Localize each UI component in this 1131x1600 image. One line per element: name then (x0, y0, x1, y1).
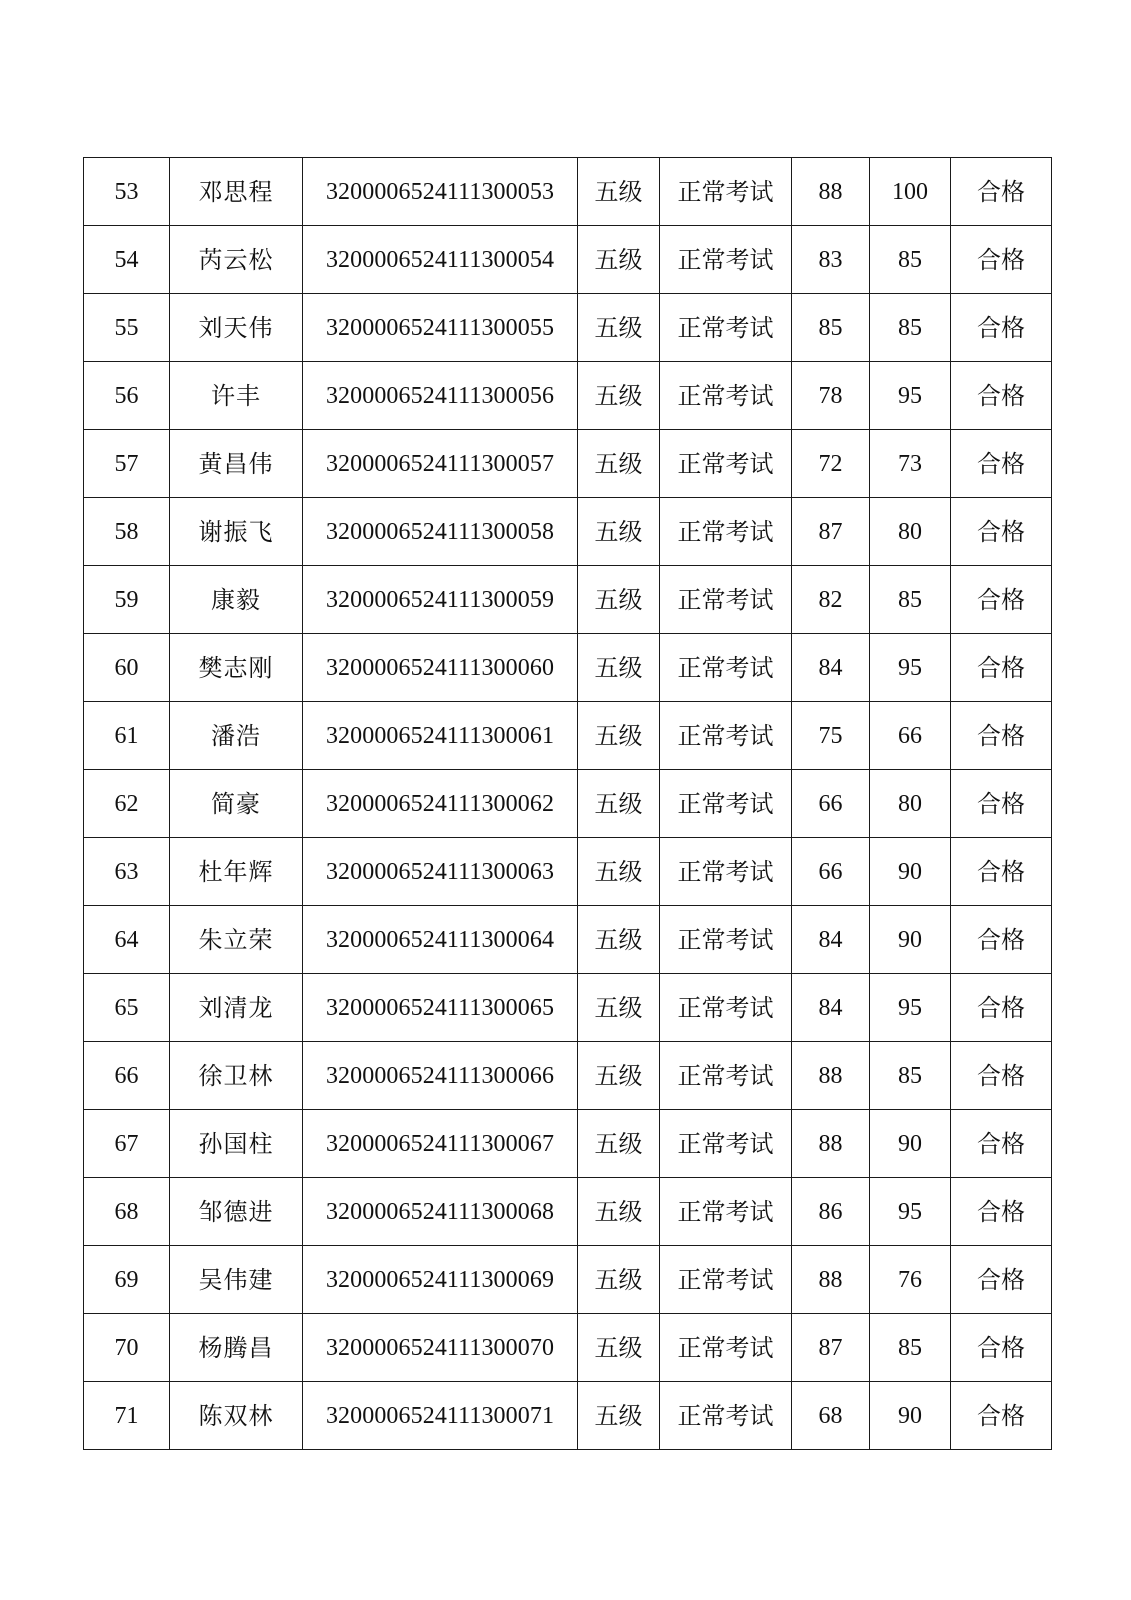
exam-type-cell: 正常考试 (660, 1042, 792, 1110)
exam-type-cell: 正常考试 (660, 702, 792, 770)
candidate-name-cell: 徐卫林 (170, 1042, 303, 1110)
theory-score-cell: 84 (792, 906, 870, 974)
row-number-cell: 53 (84, 158, 170, 226)
skill-level-cell: 五级 (578, 702, 660, 770)
row-number-cell: 61 (84, 702, 170, 770)
table-row (84, 1314, 1052, 1382)
row-number-cell: 59 (84, 566, 170, 634)
certificate-number-cell: 3200006524111300064 (303, 906, 578, 974)
result-status-cell: 合格 (951, 770, 1052, 838)
certificate-number-cell: 3200006524111300060 (303, 634, 578, 702)
exam-type-cell: 正常考试 (660, 226, 792, 294)
table-row (84, 362, 1052, 430)
result-status-cell: 合格 (951, 1314, 1052, 1382)
result-status-cell: 合格 (951, 498, 1052, 566)
practical-score-cell: 66 (870, 702, 951, 770)
table-row (84, 974, 1052, 1042)
result-status-cell: 合格 (951, 906, 1052, 974)
certificate-number-cell: 3200006524111300056 (303, 362, 578, 430)
practical-score-cell: 90 (870, 906, 951, 974)
practical-score-cell: 85 (870, 226, 951, 294)
exam-type-cell: 正常考试 (660, 1110, 792, 1178)
row-number-cell: 55 (84, 294, 170, 362)
certificate-number-cell: 3200006524111300058 (303, 498, 578, 566)
practical-score-cell: 95 (870, 1178, 951, 1246)
exam-type-cell: 正常考试 (660, 566, 792, 634)
table-row (84, 1178, 1052, 1246)
practical-score-cell: 85 (870, 294, 951, 362)
result-status-cell: 合格 (951, 566, 1052, 634)
theory-score-cell: 83 (792, 226, 870, 294)
skill-level-cell: 五级 (578, 1382, 660, 1450)
table-row (84, 634, 1052, 702)
practical-score-cell: 85 (870, 1042, 951, 1110)
skill-level-cell: 五级 (578, 974, 660, 1042)
row-number-cell: 57 (84, 430, 170, 498)
practical-score-cell: 100 (870, 158, 951, 226)
skill-level-cell: 五级 (578, 634, 660, 702)
table-row (84, 1382, 1052, 1450)
certificate-number-cell: 3200006524111300071 (303, 1382, 578, 1450)
theory-score-cell: 84 (792, 974, 870, 1042)
certificate-number-cell: 3200006524111300068 (303, 1178, 578, 1246)
practical-score-cell: 76 (870, 1246, 951, 1314)
result-status-cell: 合格 (951, 430, 1052, 498)
table-row (84, 430, 1052, 498)
row-number-cell: 56 (84, 362, 170, 430)
row-number-cell: 62 (84, 770, 170, 838)
result-status-cell: 合格 (951, 1246, 1052, 1314)
theory-score-cell: 86 (792, 1178, 870, 1246)
practical-score-cell: 95 (870, 362, 951, 430)
exam-type-cell: 正常考试 (660, 974, 792, 1042)
certificate-number-cell: 3200006524111300070 (303, 1314, 578, 1382)
result-status-cell: 合格 (951, 1110, 1052, 1178)
result-status-cell: 合格 (951, 1382, 1052, 1450)
row-number-cell: 69 (84, 1246, 170, 1314)
certificate-number-cell: 3200006524111300066 (303, 1042, 578, 1110)
certificate-number-cell: 3200006524111300059 (303, 566, 578, 634)
practical-score-cell: 85 (870, 566, 951, 634)
skill-level-cell: 五级 (578, 362, 660, 430)
skill-level-cell: 五级 (578, 430, 660, 498)
row-number-cell: 66 (84, 1042, 170, 1110)
practical-score-cell: 80 (870, 770, 951, 838)
candidate-name-cell: 樊志刚 (170, 634, 303, 702)
certificate-number-cell: 3200006524111300062 (303, 770, 578, 838)
table-row (84, 498, 1052, 566)
table-row (84, 226, 1052, 294)
theory-score-cell: 85 (792, 294, 870, 362)
exam-type-cell: 正常考试 (660, 1178, 792, 1246)
row-number-cell: 58 (84, 498, 170, 566)
skill-level-cell: 五级 (578, 770, 660, 838)
skill-level-cell: 五级 (578, 294, 660, 362)
candidate-name-cell: 芮云松 (170, 226, 303, 294)
theory-score-cell: 88 (792, 1042, 870, 1110)
result-status-cell: 合格 (951, 838, 1052, 906)
row-number-cell: 60 (84, 634, 170, 702)
table-row (84, 1042, 1052, 1110)
table-row (84, 838, 1052, 906)
skill-level-cell: 五级 (578, 1110, 660, 1178)
theory-score-cell: 75 (792, 702, 870, 770)
row-number-cell: 70 (84, 1314, 170, 1382)
exam-type-cell: 正常考试 (660, 1314, 792, 1382)
certificate-number-cell: 3200006524111300054 (303, 226, 578, 294)
result-status-cell: 合格 (951, 1178, 1052, 1246)
practical-score-cell: 85 (870, 1314, 951, 1382)
table-row (84, 566, 1052, 634)
skill-level-cell: 五级 (578, 1042, 660, 1110)
practical-score-cell: 95 (870, 634, 951, 702)
table-row (84, 770, 1052, 838)
skill-level-cell: 五级 (578, 1178, 660, 1246)
practical-score-cell: 90 (870, 838, 951, 906)
candidate-name-cell: 朱立荣 (170, 906, 303, 974)
result-status-cell: 合格 (951, 974, 1052, 1042)
certificate-number-cell: 3200006524111300057 (303, 430, 578, 498)
skill-level-cell: 五级 (578, 1314, 660, 1382)
candidate-name-cell: 吴伟建 (170, 1246, 303, 1314)
exam-type-cell: 正常考试 (660, 1382, 792, 1450)
table-row (84, 1246, 1052, 1314)
result-status-cell: 合格 (951, 294, 1052, 362)
theory-score-cell: 66 (792, 838, 870, 906)
practical-score-cell: 73 (870, 430, 951, 498)
table-row (84, 294, 1052, 362)
row-number-cell: 71 (84, 1382, 170, 1450)
exam-type-cell: 正常考试 (660, 1246, 792, 1314)
table-row (84, 1110, 1052, 1178)
theory-score-cell: 87 (792, 498, 870, 566)
results-table (83, 157, 1052, 1450)
result-status-cell: 合格 (951, 362, 1052, 430)
skill-level-cell: 五级 (578, 838, 660, 906)
theory-score-cell: 87 (792, 1314, 870, 1382)
exam-type-cell: 正常考试 (660, 838, 792, 906)
practical-score-cell: 80 (870, 498, 951, 566)
candidate-name-cell: 黄昌伟 (170, 430, 303, 498)
skill-level-cell: 五级 (578, 906, 660, 974)
practical-score-cell: 90 (870, 1110, 951, 1178)
certificate-number-cell: 3200006524111300063 (303, 838, 578, 906)
certificate-number-cell: 3200006524111300055 (303, 294, 578, 362)
result-status-cell: 合格 (951, 634, 1052, 702)
result-status-cell: 合格 (951, 1042, 1052, 1110)
skill-level-cell: 五级 (578, 498, 660, 566)
candidate-name-cell: 许丰 (170, 362, 303, 430)
certificate-number-cell: 3200006524111300069 (303, 1246, 578, 1314)
theory-score-cell: 82 (792, 566, 870, 634)
theory-score-cell: 68 (792, 1382, 870, 1450)
theory-score-cell: 66 (792, 770, 870, 838)
candidate-name-cell: 杨腾昌 (170, 1314, 303, 1382)
exam-type-cell: 正常考试 (660, 362, 792, 430)
exam-type-cell: 正常考试 (660, 634, 792, 702)
row-number-cell: 68 (84, 1178, 170, 1246)
candidate-name-cell: 陈双林 (170, 1382, 303, 1450)
table-row (84, 158, 1052, 226)
candidate-name-cell: 康毅 (170, 566, 303, 634)
candidate-name-cell: 孙国柱 (170, 1110, 303, 1178)
row-number-cell: 64 (84, 906, 170, 974)
row-number-cell: 63 (84, 838, 170, 906)
skill-level-cell: 五级 (578, 1246, 660, 1314)
theory-score-cell: 88 (792, 1246, 870, 1314)
candidate-name-cell: 潘浩 (170, 702, 303, 770)
table-row (84, 906, 1052, 974)
table-body (84, 158, 1052, 1450)
theory-score-cell: 88 (792, 1110, 870, 1178)
exam-type-cell: 正常考试 (660, 294, 792, 362)
certificate-number-cell: 3200006524111300053 (303, 158, 578, 226)
theory-score-cell: 72 (792, 430, 870, 498)
practical-score-cell: 95 (870, 974, 951, 1042)
result-status-cell: 合格 (951, 158, 1052, 226)
table-row (84, 702, 1052, 770)
result-status-cell: 合格 (951, 702, 1052, 770)
exam-type-cell: 正常考试 (660, 498, 792, 566)
theory-score-cell: 84 (792, 634, 870, 702)
candidate-name-cell: 邓思程 (170, 158, 303, 226)
row-number-cell: 65 (84, 974, 170, 1042)
candidate-name-cell: 杜年辉 (170, 838, 303, 906)
candidate-name-cell: 简豪 (170, 770, 303, 838)
exam-type-cell: 正常考试 (660, 906, 792, 974)
theory-score-cell: 78 (792, 362, 870, 430)
candidate-name-cell: 刘天伟 (170, 294, 303, 362)
skill-level-cell: 五级 (578, 158, 660, 226)
certificate-number-cell: 3200006524111300067 (303, 1110, 578, 1178)
row-number-cell: 54 (84, 226, 170, 294)
candidate-name-cell: 邹德进 (170, 1178, 303, 1246)
skill-level-cell: 五级 (578, 226, 660, 294)
certificate-number-cell: 3200006524111300061 (303, 702, 578, 770)
row-number-cell: 67 (84, 1110, 170, 1178)
practical-score-cell: 90 (870, 1382, 951, 1450)
theory-score-cell: 88 (792, 158, 870, 226)
candidate-name-cell: 谢振飞 (170, 498, 303, 566)
exam-type-cell: 正常考试 (660, 430, 792, 498)
exam-type-cell: 正常考试 (660, 770, 792, 838)
certificate-number-cell: 3200006524111300065 (303, 974, 578, 1042)
exam-type-cell: 正常考试 (660, 158, 792, 226)
candidate-name-cell: 刘清龙 (170, 974, 303, 1042)
skill-level-cell: 五级 (578, 566, 660, 634)
result-status-cell: 合格 (951, 226, 1052, 294)
